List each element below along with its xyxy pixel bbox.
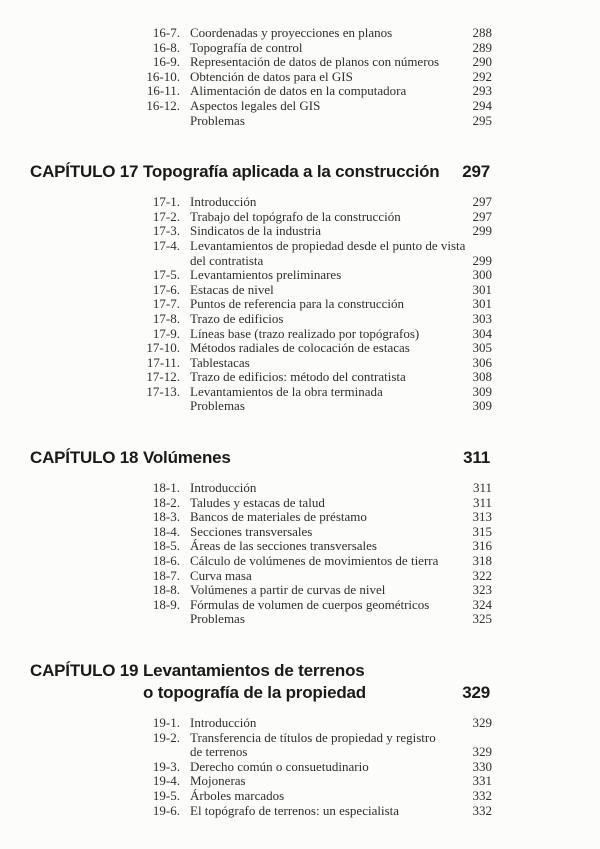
toc-entry-page-number: 329 xyxy=(472,715,492,730)
toc-entry-number: 16-8. xyxy=(152,39,180,55)
toc-entry-page-number: 329 xyxy=(472,744,492,760)
toc-entry-title: Problemas xyxy=(190,398,245,414)
toc-entry-title: Introducción xyxy=(190,194,257,210)
toc-entry-page-number: 332 xyxy=(472,787,492,803)
toc-entry-row xyxy=(0,254,600,269)
chapter-heading-line xyxy=(0,447,600,469)
chapter-label: CAPÍTULO 19 xyxy=(30,661,139,680)
toc-entry-row xyxy=(0,312,600,327)
chapter-label: CAPÍTULO 18 xyxy=(30,448,139,468)
toc-entry-page-number: 295 xyxy=(472,112,492,128)
toc-entry-page-number: 304 xyxy=(472,325,492,341)
toc-entry-title: Aspectos legales del GIS xyxy=(190,97,321,113)
toc-entry-page-number: 306 xyxy=(472,354,492,370)
toc-section xyxy=(0,26,600,128)
toc-entry-number: 17-5. xyxy=(152,267,180,283)
toc-entry-number: 19-3. xyxy=(152,758,180,774)
toc-entry-row xyxy=(0,612,600,627)
toc-entry-row xyxy=(0,239,600,254)
toc-entry-title: Levantamientos preliminares xyxy=(190,267,342,283)
toc-entry-title: Problemas xyxy=(190,611,245,627)
toc-entry-page-number: 318 xyxy=(472,553,492,569)
toc-entry-title: Tablestacas xyxy=(190,354,250,370)
toc-entry-title: Áreas de las secciones transversales xyxy=(190,538,377,554)
toc-entry-page-number: 294 xyxy=(472,97,492,113)
toc-entry-number: 19-2. xyxy=(152,729,180,745)
toc-entry-title: Problemas xyxy=(190,112,245,128)
toc-entry-title: Estacas de nivel xyxy=(190,281,274,297)
toc-entry-page-number: 325 xyxy=(472,611,492,627)
toc-entry-row xyxy=(0,70,600,85)
chapter-heading xyxy=(0,660,600,704)
toc-entry-title: Representación de datos de planos con números xyxy=(190,54,440,70)
toc-entry-number: 19-6. xyxy=(152,802,180,818)
chapter-page-number: 297 xyxy=(462,162,490,182)
toc-entry-page-number: 301 xyxy=(472,296,492,312)
toc-entry-title: Fórmulas de volumen de cuerpos geométricos xyxy=(190,596,430,612)
toc-entry-title: Obtención de datos para el GIS xyxy=(190,68,353,84)
toc-entry-row xyxy=(0,370,600,385)
toc-entry-number: 17-3. xyxy=(152,223,180,239)
toc-entry-row xyxy=(0,224,600,239)
toc-entry-number: 18-5. xyxy=(152,538,180,554)
toc-entry-row xyxy=(0,554,600,569)
toc-entry-row xyxy=(0,195,600,210)
toc-entry-page-number: 292 xyxy=(472,68,492,84)
toc-entry-row xyxy=(0,525,600,540)
toc-entry-page-number: 290 xyxy=(472,54,492,70)
toc-entry-number: 17-6. xyxy=(152,281,180,297)
toc-entry-page-number: 293 xyxy=(472,83,492,99)
toc-entry-page-number: 299 xyxy=(472,223,492,239)
toc-entry-title: Líneas base (trazo realizado por topógrafos) xyxy=(190,325,420,341)
chapter-heading xyxy=(0,447,600,469)
toc-entry-number: 18-4. xyxy=(152,523,180,539)
chapter-title: o topografía de la propiedad xyxy=(143,683,366,702)
toc-entry-number: 17-9. xyxy=(152,325,180,341)
toc-entry-row xyxy=(0,327,600,342)
toc-entry-page-number: 288 xyxy=(472,25,492,40)
toc-entry-page-number: 313 xyxy=(472,509,492,525)
toc-entry-number: 18-6. xyxy=(152,553,180,569)
toc-entry-number: 19-5. xyxy=(152,787,180,803)
toc-entry-row xyxy=(0,385,600,400)
toc-entry-page-number: 297 xyxy=(472,194,492,210)
toc-entry-row xyxy=(0,114,600,129)
toc-entry-title: Coordenadas y proyecciones en planos xyxy=(190,25,393,40)
toc-entry-number: 17-11. xyxy=(146,354,180,370)
chapter-title: Topografía aplicada a la construcción xyxy=(143,162,440,182)
toc-entry-title: Topografía de control xyxy=(190,39,303,55)
toc-entry-row xyxy=(0,774,600,789)
toc-entry-page-number: 316 xyxy=(472,538,492,554)
toc-entry-number: 19-4. xyxy=(152,773,180,789)
toc-entry-row xyxy=(0,481,600,496)
toc-entry-title: Sindicatos de la industria xyxy=(190,223,322,239)
toc-entry-title: Árboles marcados xyxy=(190,787,285,803)
toc-entry-row xyxy=(0,760,600,775)
chapter-heading-line xyxy=(0,660,600,682)
toc-entry-title: Introducción xyxy=(190,480,257,496)
toc-entry-page-number: 311 xyxy=(472,494,492,510)
toc-entry-row xyxy=(0,283,600,298)
toc-entry-title: del contratista xyxy=(190,252,264,268)
chapter-title: Levantamientos de terrenos xyxy=(143,661,365,680)
toc-entry-row xyxy=(0,716,600,731)
toc-entry-page-number: 331 xyxy=(472,773,492,789)
chapter-page-number: 329 xyxy=(462,683,490,702)
toc-entry-number: 17-7. xyxy=(152,296,180,312)
toc-entry-title: Introducción xyxy=(190,715,257,730)
toc-entry-page-number: 300 xyxy=(472,267,492,283)
toc-entry-title: Mojoneras xyxy=(190,773,246,789)
toc-entry-page-number: 323 xyxy=(472,582,492,598)
chapter-heading-line xyxy=(0,682,600,704)
toc-entry-number: 16-12. xyxy=(146,97,180,113)
toc-entry-title: Levantamientos de propiedad desde el punto de vista xyxy=(190,237,466,253)
toc-entry-page-number: 305 xyxy=(472,340,492,356)
toc-section xyxy=(0,195,600,414)
toc-entry-number: 18-9. xyxy=(152,596,180,612)
toc-section xyxy=(0,716,600,818)
toc-entry-title: Levantamientos de la obra terminada xyxy=(190,383,383,399)
toc-entry-page-number: 315 xyxy=(472,523,492,539)
toc-entry-row xyxy=(0,356,600,371)
toc-entry-number: 17-12. xyxy=(146,369,180,385)
toc-entry-page-number: 297 xyxy=(472,208,492,224)
toc-entry-row xyxy=(0,745,600,760)
toc-entry-row xyxy=(0,804,600,819)
toc-entry-number: 19-1. xyxy=(152,715,180,730)
toc-entry-page-number: 322 xyxy=(472,567,492,583)
toc-entry-row xyxy=(0,297,600,312)
toc-entry-number: 17-8. xyxy=(152,310,180,326)
toc-entry-title: Puntos de referencia para la construcción xyxy=(190,296,405,312)
toc-entry-page-number: 311 xyxy=(472,480,492,496)
toc-entry-row xyxy=(0,496,600,511)
toc-entry-title: Curva masa xyxy=(190,567,252,583)
toc-entry-row xyxy=(0,99,600,114)
toc-entry-row xyxy=(0,731,600,746)
toc-entry-page-number: 289 xyxy=(472,39,492,55)
toc-entry-row xyxy=(0,268,600,283)
toc-entry-row xyxy=(0,583,600,598)
toc-entry-title: Trazo de edificios xyxy=(190,310,284,326)
toc-entry-row xyxy=(0,789,600,804)
toc-entry-page-number: 309 xyxy=(472,383,492,399)
toc-entry-row xyxy=(0,399,600,414)
toc-entry-title: Secciones transversales xyxy=(190,523,313,539)
chapter-page-number: 311 xyxy=(463,448,490,468)
toc-entry-number: 16-7. xyxy=(152,25,180,40)
chapter-label: CAPÍTULO 17 xyxy=(30,162,139,182)
toc-entry-number: 17-4. xyxy=(152,237,180,253)
toc-entry-row xyxy=(0,41,600,56)
toc-entry-title: Derecho común o consuetudinario xyxy=(190,758,369,774)
toc-section xyxy=(0,481,600,627)
toc-entry-row xyxy=(0,55,600,70)
toc-entry-row xyxy=(0,539,600,554)
toc-entry-number: 16-11. xyxy=(146,83,180,99)
toc-entry-number: 18-8. xyxy=(152,582,180,598)
toc-entry-page-number: 303 xyxy=(472,310,492,326)
toc-entry-page-number: 324 xyxy=(472,596,492,612)
chapter-heading xyxy=(0,161,600,183)
toc-entry-number: 16-9. xyxy=(152,54,180,70)
toc-entry-title: Volúmenes a partir de curvas de nivel xyxy=(190,582,386,598)
toc-entry-row xyxy=(0,341,600,356)
toc-entry-number: 17-2. xyxy=(152,208,180,224)
toc-entry-row xyxy=(0,26,600,41)
toc-entry-title: Cálculo de volúmenes de movimientos de tierra xyxy=(190,553,439,569)
toc-entry-row xyxy=(0,510,600,525)
chapter-title: Volúmenes xyxy=(143,448,231,468)
toc-entry-row xyxy=(0,598,600,613)
toc-entry-number: 18-3. xyxy=(152,509,180,525)
toc-entry-number: 17-13. xyxy=(146,383,180,399)
toc-entry-title: de terrenos xyxy=(190,744,248,760)
toc-entry-row xyxy=(0,569,600,584)
toc-entry-number: 17-1. xyxy=(152,194,180,210)
toc-entry-page-number: 308 xyxy=(472,369,492,385)
toc-entry-title: Taludes y estacas de talud xyxy=(190,494,325,510)
toc-entry-page-number: 299 xyxy=(472,252,492,268)
toc-entry-number: 18-1. xyxy=(152,480,180,496)
toc-entry-title: El topógrafo de terrenos: un especialista xyxy=(190,802,400,818)
toc-entry-title: Alimentación de datos en la computadora xyxy=(190,83,407,99)
toc-entry-page-number: 301 xyxy=(472,281,492,297)
toc-entry-row xyxy=(0,210,600,225)
toc-entry-number: 18-2. xyxy=(152,494,180,510)
toc-entry-number: 16-10. xyxy=(146,68,180,84)
toc-entry-page-number: 309 xyxy=(472,398,492,414)
toc-entry-title: Transferencia de títulos de propiedad y registro xyxy=(190,729,436,745)
toc-entry-title: Trabajo del topógrafo de la construcción xyxy=(190,208,401,224)
toc-entry-page-number: 332 xyxy=(472,802,492,818)
toc-entry-page-number: 330 xyxy=(472,758,492,774)
toc-entry-number: 17-10. xyxy=(146,340,180,356)
toc-entry-title: Métodos radiales de colocación de estacas xyxy=(190,340,410,356)
toc-entry-title: Trazo de edificios: método del contratista xyxy=(190,369,406,385)
toc-entry-row xyxy=(0,84,600,99)
toc-entry-title: Bancos de materiales de préstamo xyxy=(190,509,367,525)
chapter-heading-line xyxy=(0,161,600,183)
toc-entry-number: 18-7. xyxy=(152,567,180,583)
